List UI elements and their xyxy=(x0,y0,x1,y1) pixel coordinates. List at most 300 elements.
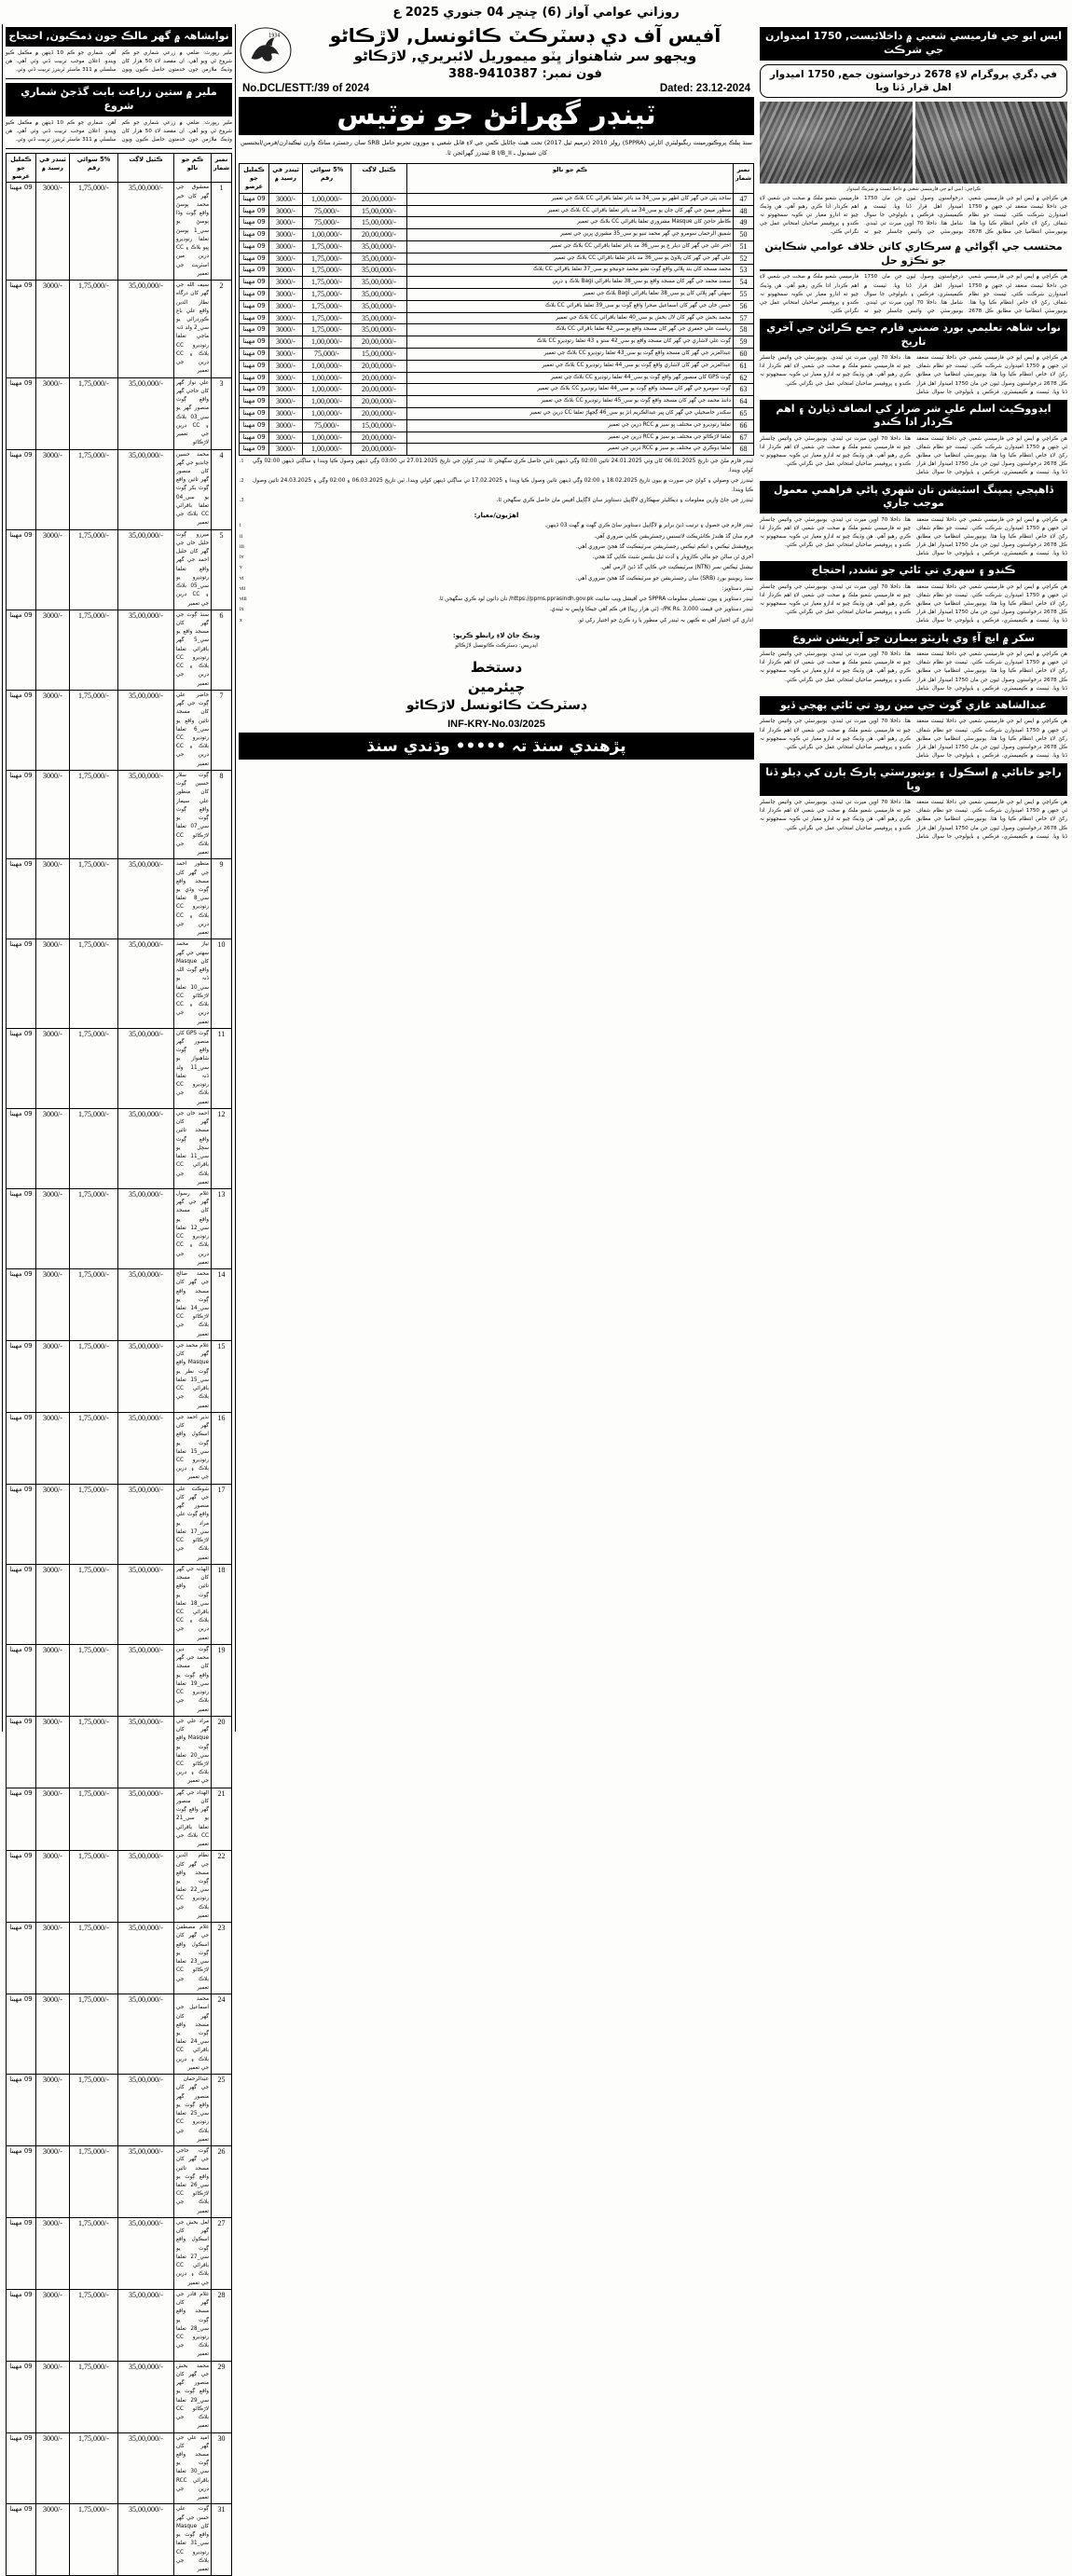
cell-cost: 20,00,000/- xyxy=(351,408,407,420)
term-line xyxy=(240,554,753,563)
right-news-column xyxy=(2,24,235,2573)
left-news-body-3: هن ڪراچي ۾ ايس ايو جي فارميسي شعبي جي داخلا ٽيسٽ منعقد ٿي جنهن ۾ 1750 اميدوارن شرڪت ڪئي. ٽيسٽ جو نظام شفاف رکڻ لاءِ خاص انتظام ڪيا ويا هئا. يونيورسٽي انتظاميا جي مطابق ڪل 2678 درخواستون وصول ٿيون جن مان 1750 اميدوار اهل قرار ڏنا ويا. ٽيسٽ ۾ ڪيميسٽري، فزڪس ۽ بايولوجي جا سوال شامل هئا. داخلا 70 اوپن ميرٽ تي ٿيندي. يونيورسٽي جي وائيس چانسلر چيو ته فارميسي شعبو ملڪ ۾ صحت جي شعبي لاءِ اهم ڪردار ادا ڪري رهيو آهي. هن وڌيڪ چيو ته ادارو معيار تي ڪوبہ سمجهوتو نہ ڪندو ۽ پروفيسر صاحبان امتحاني عمل جي نگراني ڪئي. xyxy=(760,355,1067,395)
left-headline-2: محتسب جي اڳواڻي ۾ سرڪاري کاتن خلاف عوامي شڪايتن جو تڪڙو حل xyxy=(760,240,1067,272)
table-row xyxy=(7,1716,232,1788)
cell-sr: 12 xyxy=(212,1108,232,1188)
term-line xyxy=(240,596,753,605)
cell-duration: 09 مهينا xyxy=(7,690,36,770)
cell-sr: 14 xyxy=(212,1269,232,1341)
council-name: ڊسٽرڪٽ ڪائونسل لاڙڪاڻو xyxy=(405,698,587,714)
cell-earnest: 1,75,000/- xyxy=(303,265,351,277)
cell-earnest: 1,00,000/- xyxy=(303,372,351,384)
table-row xyxy=(7,1340,232,1412)
cell-sr: 66 xyxy=(734,419,754,432)
cell-fee: 3000/- xyxy=(36,183,70,281)
cell-sr: 48 xyxy=(734,205,754,217)
cell-cost: 20,00,000/- xyxy=(351,444,407,456)
term-line xyxy=(240,497,753,506)
cell-cost: 20,00,000/- xyxy=(351,336,407,349)
cell-cost: 35,00,000/- xyxy=(118,1340,174,1412)
table-row xyxy=(7,1028,232,1108)
cell-cost: 35,00,000/- xyxy=(118,1484,174,1564)
cell-sr: 68 xyxy=(734,444,754,456)
term-text: پروفيشنل ٽيڪس ۽ انڪم ٽيڪس رجسٽريشن سرٽيفڪيٽ گڏ هجڻ ضروري آهي. xyxy=(575,543,753,550)
cell-duration: 09 مهينا xyxy=(7,2504,36,2576)
cell-sr: 59 xyxy=(734,336,754,349)
cell-duration: 09 مهينا xyxy=(7,377,36,449)
left-news-body-9: هن ڪراچي ۾ ايس ايو جي فارميسي شعبي جي داخلا ٽيسٽ منعقد ٿي جنهن ۾ 1750 اميدوارن شرڪت ڪئي. ٽيسٽ جو نظام شفاف رکڻ لاءِ خاص انتظام ڪيا ويا هئا. يونيورسٽي انتظاميا جي مطابق ڪل 2678 درخواستون وصول ٿيون جن مان 1750 اميدوار اهل قرار ڏنا ويا. ٽيسٽ ۾ ڪيميسٽري، فزڪس ۽ بايولوجي جا سوال شامل هئا. داخلا 70 اوپن ميرٽ تي ٿيندي. يونيورسٽي جي وائيس چانسلر چيو ته فارميسي شعبو ملڪ ۾ صحت جي شعبي لاءِ اهم ڪردار ادا ڪري رهيو آهي. هن وڌيڪ چيو ته ادارو معيار تي ڪوبہ سمجهوتو نہ ڪندو ۽ پروفيسر صاحبان امتحاني عمل جي نگراني ڪئي. xyxy=(760,800,1067,840)
cell-sr: 4 xyxy=(212,449,232,529)
cell-sr: 23 xyxy=(212,1923,232,1994)
table-row xyxy=(7,2361,232,2432)
cell-work: محمد اسماعيل جي گهر کان مسجد واقع ڳوٺ يو سي_24 تعلقا باقراڻي CC بلاڪ ۽ ڊرين جي تعمير xyxy=(174,1994,212,2075)
cell-sr: 54 xyxy=(734,277,754,289)
phone-label: فون نمبر: xyxy=(542,66,602,81)
table-row xyxy=(240,349,754,361)
cell-sr: 7 xyxy=(212,690,232,770)
cell-work: حسن خان جي گهر کان اسماعيل صحرا واقع ڳوٺ يو سي_39 تعلقا باقراڻي CC بلاڪ xyxy=(407,300,734,312)
cell-duration: 09 مهينا xyxy=(7,2289,36,2361)
term-text: نيشنل ٽيڪس نمبر (NTN) سرٽيفڪيٽ جي ڪاپي گڏ ڏيڻ لازمي آهي. xyxy=(600,565,753,571)
left-news-body-1: هن ڪراچي ۾ ايس ايو جي فارميسي شعبي جي داخلا ٽيسٽ منعقد ٿي جنهن ۾ 1750 اميدوارن شرڪت ڪئي. ٽيسٽ جو نظام شفاف رکڻ لاءِ خاص انتظام ڪيا ويا هئا. يونيورسٽي انتظاميا جي مطابق ڪل 2678 درخواستون وصول ٿيون جن مان 1750 اميدوار اهل قرار ڏنا ويا. ٽيسٽ ۾ ڪيميسٽري، فزڪس ۽ بايولوجي جا سوال شامل هئا. داخلا 70 اوپن ميرٽ تي ٿيندي. يونيورسٽي جي وائيس چانسلر چيو ته فارميسي شعبو ملڪ ۾ صحت جي شعبي لاءِ اهم ڪردار ادا ڪري رهيو آهي. هن وڌيڪ چيو ته ادارو معيار تي ڪوبہ سمجهوتو نہ ڪندو ۽ پروفيسر صاحبان امتحاني عمل جي نگراني ڪئي. xyxy=(760,195,1067,235)
cell-fee: 3000/- xyxy=(36,2504,70,2576)
table-row xyxy=(7,1644,232,1716)
cell-fee: 3000/- xyxy=(36,610,70,690)
term-number: 1. xyxy=(240,459,244,465)
term-number: x xyxy=(240,617,242,623)
cell-work: محمد حسين چانڊيو جي گهر کان منصور گهر تائين واقع ڳوٺ بکر ڳوٺ يو سي_04 تعلقا باقراڻي CC بلاڪ جي تعمير xyxy=(174,449,212,529)
phone-number: 9410387-388 xyxy=(448,66,538,81)
cell-cost: 35,00,000/- xyxy=(118,1716,174,1788)
cell-sr: 63 xyxy=(734,384,754,396)
cell-sr: 22 xyxy=(212,1851,232,1923)
cell-earnest: 75,000/- xyxy=(303,217,351,229)
contact-address: ايڊريس: ڊسٽرڪٽ ڪائونسل لاڙڪاڻو xyxy=(455,642,538,649)
tender-intro-text: سنڌ پبلڪ پروڪيورمينٽ ريگيوليٽري اٿارٽي (SPPRA) رولز 2010 (ترميم ٿيل 2017) تحت هيٺ ڄاڻايل ڪمن جي لاءِ قابل شعبي ۽ موزون تجربو حامل SRB سان رجسٽرڊ ساڪ وارن ٺيڪيدارن/فرمن/ايجنسين کان شيڊيول ـ B I/B_II ٽينڊرز گهرائجن ٿا. xyxy=(241,139,753,158)
cell-earnest: 75,000/- xyxy=(303,349,351,361)
term-number: ix xyxy=(240,607,244,613)
cell-earnest: 1,75,000/- xyxy=(70,1028,118,1108)
left-headline-1: ايس ايو جي فارميسي شعبي ۾ داخلائيست, 1750 اميدوارن جي شرڪت xyxy=(760,27,1067,61)
cell-duration: 09 مهينا xyxy=(7,1412,36,1484)
cell-earnest: 1,75,000/- xyxy=(70,2504,118,2576)
cell-sr: 64 xyxy=(734,396,754,408)
left-headline-8: عبدالشاهد غازي گوٺ جي مين روڊ تي ٿائي پهچي ڏيو xyxy=(760,696,1067,716)
term-number: i xyxy=(240,523,241,529)
cell-duration: 09 مهينا xyxy=(240,360,269,372)
cell-fee: 3000/- xyxy=(269,384,303,396)
table-row xyxy=(240,277,754,289)
masthead: روزاني عوامي آواز (6) ڇنڇر 04 جنوري 2025 ع xyxy=(392,5,680,20)
cell-work: سکندر خاصخيلي جي گهر کان ڀير عبدالڪريم انڙ يو سي_46 ڳجهاڙ تعلقا CC ڊرين جي تعمير xyxy=(407,408,734,420)
cell-earnest: 1,00,000/- xyxy=(303,360,351,372)
table-row xyxy=(7,2289,232,2361)
cell-work: نظام الدين جي گهر کان مسجد واقع ڳوٺ يو سي_22 تعلقا رتوڊيرو CC بلاڪ جي تعمير xyxy=(174,1851,212,1923)
cell-sr: 27 xyxy=(212,2217,232,2289)
cell-fee: 3000/- xyxy=(269,396,303,408)
cell-work: ڳوٺ علي لاشاري جي گهر کان مسجد واقع يو سي_42 ستو ۽ 43 تعلقا رتوڊيرو CC بلاڪ xyxy=(407,336,734,349)
cell-sr: 15 xyxy=(212,1340,232,1412)
cell-earnest: 1,75,000/- xyxy=(303,277,351,289)
cell-work: ڳوٺ دين محمد جي گهر کان مسجد واقع ڳوٺ يو سي_19 تعلقا رتوڊيرو CC بلاڪ جي تعمير xyxy=(174,1644,212,1716)
th-fee: ٽينڊر في رسيد ۾ xyxy=(36,153,70,183)
th-earnest: 5% سوائي رقم xyxy=(70,153,118,183)
term-text: آخري ٽن سالن جو مالي ڪاروبار ۽ آڊٽ ٿيل بيلنس شيٽ ڪاپي گڏ هجي. xyxy=(592,555,753,561)
news-photo-2 xyxy=(915,102,1068,184)
cell-duration: 09 مهينا xyxy=(7,1484,36,1564)
cell-duration: 09 مهينا xyxy=(240,265,269,277)
cell-fee: 3000/- xyxy=(36,770,70,858)
cell-cost: 35,00,000/- xyxy=(118,449,174,529)
tender-terms-list xyxy=(239,520,754,628)
cell-work: لعل بخش جي گهر کان اسڪول واقع ڳوٺ يو سي_27 تعلقا باقراڻي CC بلاڪ ۽ ڊرين جي تعمير xyxy=(174,2217,212,2289)
cell-work: غلام قادر جي گهر کان مسجد واقع ڳوٺ يو سي_28 تعلقا رتوڊيرو CC بلاڪ جي تعمير xyxy=(174,2289,212,2361)
cell-fee: 3000/- xyxy=(36,1994,70,2075)
cell-sr: 56 xyxy=(734,300,754,312)
table-row xyxy=(7,2075,232,2146)
cell-cost: 35,00,000/- xyxy=(118,1644,174,1716)
tender-terms-dates xyxy=(239,456,754,509)
cell-work: محمد بخش جي گهر کان لال بخش يو سي_40 تعلقا باقراڻي CC بلاڪ جي تعمير xyxy=(407,312,734,324)
left-news-body-2: هن ڪراچي ۾ ايس ايو جي فارميسي شعبي جي داخلا ٽيسٽ منعقد ٿي جنهن ۾ 1750 اميدوارن شرڪت ڪئي. ٽيسٽ جو نظام شفاف رکڻ لاءِ خاص انتظام ڪيا ويا هئا. يونيورسٽي انتظاميا جي مطابق ڪل 2678 درخواستون وصول ٿيون جن مان 1750 اميدوار اهل قرار ڏنا ويا. ٽيسٽ ۾ ڪيميسٽري، فزڪس ۽ بايولوجي جا سوال شامل هئا. داخلا 70 اوپن ميرٽ تي ٿيندي. يونيورسٽي جي وائيس چانسلر چيو ته فارميسي شعبو ملڪ ۾ صحت جي شعبي لاءِ اهم ڪردار ادا ڪري رهيو آهي. هن وڌيڪ چيو ته ادارو معيار تي ڪوبہ سمجهوتو نہ ڪندو ۽ پروفيسر صاحبان امتحاني عمل جي نگراني ڪئي. xyxy=(760,274,1067,314)
cell-fee: 3000/- xyxy=(36,529,70,610)
tender-ref-no: No.DCL/ESTT:/39 of 2024 xyxy=(242,82,370,94)
table-row xyxy=(7,1269,232,1341)
cell-duration: 09 مهينا xyxy=(240,432,269,444)
cell-earnest: 1,75,000/- xyxy=(70,1188,118,1268)
cell-sr: 60 xyxy=(734,349,754,361)
cell-fee: 3000/- xyxy=(269,336,303,349)
inf-number: INF-KRY-No.03/2025 xyxy=(447,719,545,731)
cell-duration: 09 مهينا xyxy=(240,300,269,312)
cell-fee: 3000/- xyxy=(269,253,303,265)
cell-duration: 09 مهينا xyxy=(240,253,269,265)
tender-rows-mid xyxy=(240,193,754,456)
left-headline-6: ڪنڊو ۽ سهري تي ٿائي جو تشدد, احتجاج xyxy=(760,561,1067,581)
cell-fee: 3000/- xyxy=(36,1028,70,1108)
cell-earnest: 1,00,000/- xyxy=(303,408,351,420)
cell-cost: 35,00,000/- xyxy=(118,529,174,610)
cell-sr: 5 xyxy=(212,529,232,610)
left-news-body-7: هن ڪراچي ۾ ايس ايو جي فارميسي شعبي جي داخلا ٽيسٽ منعقد ٿي جنهن ۾ 1750 اميدوارن شرڪت ڪئي. ٽيسٽ جو نظام شفاف رکڻ لاءِ خاص انتظام ڪيا ويا هئا. يونيورسٽي انتظاميا جي مطابق ڪل 2678 درخواستون وصول ٿيون جن مان 1750 اميدوار اهل قرار ڏنا ويا. ٽيسٽ ۾ ڪيميسٽري، فزڪس ۽ بايولوجي جا سوال شامل هئا. داخلا 70 اوپن ميرٽ تي ٿيندي. يونيورسٽي جي وائيس چانسلر چيو ته فارميسي شعبو ملڪ ۾ صحت جي شعبي لاءِ اهم ڪردار ادا ڪري رهيو آهي. هن وڌيڪ چيو ته ادارو معيار تي ڪوبہ سمجهوتو نہ ڪندو ۽ پروفيسر صاحبان امتحاني عمل جي نگراني ڪئي. xyxy=(760,651,1067,692)
cell-earnest: 1,00,000/- xyxy=(303,444,351,456)
cell-fee: 3000/- xyxy=(36,1188,70,1268)
cell-earnest: 75,000/- xyxy=(303,419,351,432)
cell-earnest: 1,75,000/- xyxy=(70,1923,118,1994)
cell-duration: 09 مهينا xyxy=(240,312,269,324)
chairman-label: چيئرمين xyxy=(467,678,526,696)
table-row xyxy=(7,377,232,449)
tender-table-header-row xyxy=(7,153,232,183)
table-row xyxy=(7,770,232,858)
tender-reference-row xyxy=(239,83,754,94)
cell-sr: 28 xyxy=(212,2289,232,2361)
cell-sr: 17 xyxy=(212,1484,232,1564)
cell-fee: 3000/- xyxy=(36,1269,70,1341)
th-cost: ڪٽيل لاڳت xyxy=(118,153,174,183)
term-number: 3. xyxy=(240,498,244,504)
right-news-body-2: ملير رپورٽ: ضلعي ۾ زرعي شماري جو ڪم شروع ٿي ويو آهي. ان مقصد لاءِ 50 هزار کان وڌيڪ ملازمن جون خدمتون حاصل ڪيون ويون آهن. شماري جو ڪم 10 ڏينهن ۾ مڪمل ڪيو ويندو. اعلان موجب تربيت ڏني وئي آهي. هن سلسلي ۾ 311 ماسٽر ٽرينرز تربيت ڏني وئي. xyxy=(6,119,232,143)
newspaper-page xyxy=(0,24,1072,2573)
cell-earnest: 1,75,000/- xyxy=(70,449,118,529)
cell-earnest: 1,75,000/- xyxy=(303,289,351,301)
tender-mid-header-row xyxy=(240,164,754,194)
cell-duration: 09 مهينا xyxy=(240,419,269,432)
cell-duration: 09 مهينا xyxy=(7,2075,36,2146)
tender-signature-block xyxy=(239,658,754,716)
cell-work: ڳوٺ سلار حسين ڳوٺ کان منظور علي سيمار واقع ڳوٺ ڳوٺ يو سي_07 تعلقا لاڙڪاڻو CC بلاڪ جي تعمير xyxy=(174,770,212,858)
table-row xyxy=(7,1923,232,1994)
cell-cost: 35,00,000/- xyxy=(118,2432,174,2504)
cell-sr: 24 xyxy=(212,1994,232,2075)
cell-work: ميرزو ڳوٺ خليل خان جي گهر کان خليل احمد جي گهر واقع تعلقا رتوڊيرو يو سي_05 بلاڪ ۽ CC ڊرين جي تعمير xyxy=(174,529,212,610)
cell-earnest: 1,75,000/- xyxy=(70,1564,118,1644)
cell-duration: 09 مهينا xyxy=(7,1269,36,1341)
cell-work: غلام رسول گهر جي گهر کان مسجد واقع يو سي_12 تعلقا رتوڊيرو CC بلاڪ ۽ CC ڊرين جي تعمير xyxy=(174,1188,212,1268)
cell-work: نياز محمد سهتي جي گهر کان Masque واقع ڳوٺ اللہ ڏنہ يو سي_10 تعلقا لاڙڪاڻو CC بلاڪ ۽ CC ڊرين جي تعمير xyxy=(174,939,212,1028)
cell-cost: 35,00,000/- xyxy=(118,1108,174,1188)
term-number: iv xyxy=(240,555,244,561)
cell-duration: 09 مهينا xyxy=(7,2432,36,2504)
term-line xyxy=(240,477,753,495)
cell-fee: 3000/- xyxy=(269,217,303,229)
term-number: ii xyxy=(240,533,243,540)
left-headline-3: نواب شاهہ تعليمي بورڊ ضمني فارم جمع ڪرائڻ جي آخري تاريخ xyxy=(760,319,1067,352)
left-headline-9: راجو خانائي ۾ اسڪول ۽ يونيورسٽي پارڪ ٻارن کي ڊيلو ڏنا ويا xyxy=(760,763,1067,797)
cell-duration: 09 مهينا xyxy=(7,939,36,1028)
term-text: ٽينڊر فارم جي حصول ۽ ترتيب ڏيڻ برابر ۾ لاڳاپيل دستاويز ساڻ ڪري گهٽ ۾ گهٽ 03 ڏينهن. xyxy=(544,523,753,529)
cell-fee: 3000/- xyxy=(36,1851,70,1923)
term-text: فرم سان گڏ هلندڙ ڪانٽريڪٽ لائسنس رجسٽريشن ڪاپي ضروري آهي. xyxy=(594,533,753,540)
cell-sr: 31 xyxy=(212,2504,232,2576)
cell-fee: 3000/- xyxy=(36,2289,70,2361)
cell-earnest: 1,75,000/- xyxy=(70,690,118,770)
table-row xyxy=(7,1851,232,1923)
cell-earnest: 1,75,000/- xyxy=(70,1108,118,1188)
tender-table-right xyxy=(6,153,232,2576)
table-row xyxy=(7,610,232,690)
news-photo-1 xyxy=(760,102,913,184)
cell-work: تعلقا ڊوڪري جي مختلف يو سيز ۾ RCC ڊرين جي تعمير xyxy=(407,444,734,456)
tender-dated: Dated: 23.12-2024 xyxy=(659,82,750,94)
cell-sr: 29 xyxy=(212,2361,232,2432)
table-row xyxy=(240,360,754,372)
cell-sr: 13 xyxy=(212,1188,232,1268)
table-row xyxy=(7,1412,232,1484)
cell-earnest: 1,75,000/- xyxy=(303,240,351,253)
term-line xyxy=(240,585,753,595)
cell-cost: 15,00,000/- xyxy=(351,205,407,217)
cell-work: الهڏنہ جي گهر کان مسجد تائين واقع ڳوٺ يو سي_18 تعلقا باقراڻي CC بلاڪ ۽ CC ڊرين جي تعمير xyxy=(174,1564,212,1644)
cell-earnest: 1,75,000/- xyxy=(70,1340,118,1412)
right-headline-2: ملير ۾ ستين زراعت بابت گڏجڻ شماري شروع xyxy=(6,83,232,116)
cell-cost: 20,00,000/- xyxy=(351,193,407,205)
cell-cost: 35,00,000/- xyxy=(351,324,407,336)
cell-duration: 09 مهينا xyxy=(240,240,269,253)
cell-fee: 3000/- xyxy=(36,1412,70,1484)
cell-cost: 35,00,000/- xyxy=(118,1564,174,1644)
cell-earnest: 1,75,000/- xyxy=(70,1412,118,1484)
cell-sr: 55 xyxy=(734,289,754,301)
term-number: iii xyxy=(240,543,244,550)
cell-sr: 65 xyxy=(734,408,754,420)
cell-fee: 3000/- xyxy=(36,859,70,939)
cell-sr: 49 xyxy=(734,217,754,229)
cell-duration: 09 مهينا xyxy=(240,289,269,301)
tender-rows-right xyxy=(7,183,232,2576)
table-row xyxy=(7,183,232,281)
cell-duration: 09 مهينا xyxy=(240,408,269,420)
cell-fee: 3000/- xyxy=(36,1788,70,1851)
term-number: viii xyxy=(240,596,247,603)
cell-fee: 3000/- xyxy=(269,372,303,384)
table-row xyxy=(7,1994,232,2075)
cell-work: عبدالرحمان جي گهر کان منصور گهر واقع ڳوٺ يو سي_25 تعلقا رتوڊيرو CC بلاڪ جي تعمير xyxy=(174,2075,212,2146)
term-line xyxy=(240,522,753,531)
table-row xyxy=(7,281,232,378)
cell-cost: 20,00,000/- xyxy=(351,432,407,444)
term-line xyxy=(240,606,753,615)
term-line xyxy=(240,543,753,553)
cell-sr: 61 xyxy=(734,360,754,372)
cell-sr: 26 xyxy=(212,2146,232,2218)
cell-sr: 62 xyxy=(734,372,754,384)
cell-fee: 3000/- xyxy=(269,193,303,205)
table-row xyxy=(7,2146,232,2218)
cell-fee: 3000/- xyxy=(36,2217,70,2289)
cell-earnest: 1,75,000/- xyxy=(70,377,118,449)
cell-cost: 35,00,000/- xyxy=(118,2217,174,2289)
cell-work: ڳوٺ سومرو جي گهر کان مسجد واقع ڳوٺ يو سي_44 تعلقا رتوڊيرو CC بلاڪ جي تعمير xyxy=(407,384,734,396)
cell-earnest: 1,75,000/- xyxy=(70,2075,118,2146)
sindh-slogan: پڙهندي سنڌ تہ ••••• وڌندي سنڌ xyxy=(239,733,754,760)
cell-cost: 35,00,000/- xyxy=(118,610,174,690)
th-duration: ڪمليل جو عرصو xyxy=(7,153,36,183)
cell-sr: 8 xyxy=(212,770,232,858)
cell-earnest: 1,75,000/- xyxy=(70,1644,118,1716)
cell-earnest: 1,00,000/- xyxy=(303,229,351,241)
cell-fee: 3000/- xyxy=(269,419,303,432)
left-news-body-4: هن ڪراچي ۾ ايس ايو جي فارميسي شعبي جي داخلا ٽيسٽ منعقد ٿي جنهن ۾ 1750 اميدوارن شرڪت ڪئي. ٽيسٽ جو نظام شفاف رکڻ لاءِ خاص انتظام ڪيا ويا هئا. يونيورسٽي انتظاميا جي مطابق ڪل 2678 درخواستون وصول ٿيون جن مان 1750 اميدوار اهل قرار ڏنا ويا. ٽيسٽ ۾ ڪيميسٽري، فزڪس ۽ بايولوجي جا سوال شامل هئا. داخلا 70 اوپن ميرٽ تي ٿيندي. يونيورسٽي جي وائيس چانسلر چيو ته فارميسي شعبو ملڪ ۾ صحت جي شعبي لاءِ اهم ڪردار ادا ڪري رهيو آهي. هن وڌيڪ چيو ته ادارو معيار تي ڪوبہ سمجهوتو نہ ڪندو ۽ پروفيسر صاحبان امتحاني عمل جي نگراني ڪئي. xyxy=(760,436,1067,476)
cell-cost: 35,00,000/- xyxy=(351,253,407,265)
cell-sr: 57 xyxy=(734,312,754,324)
cell-cost: 35,00,000/- xyxy=(118,770,174,858)
tender-table-mid xyxy=(239,163,754,456)
cell-cost: 35,00,000/- xyxy=(351,289,407,301)
cell-cost: 35,00,000/- xyxy=(118,2146,174,2218)
table-row xyxy=(7,690,232,770)
th-work: ڪم جو نالو xyxy=(174,153,212,183)
cell-earnest: 1,75,000/- xyxy=(70,2146,118,2218)
tender-banner-title: ٽينڊر گهرائڻ جو نوٽيس xyxy=(239,97,754,136)
cell-work: اختر علي جي گهر کان ديلر ع يو سي_36 مد باغر تعلقا باقراڻي CC بلاڪ جي تعمير xyxy=(407,240,734,253)
cell-cost: 35,00,000/- xyxy=(118,859,174,939)
cell-duration: 09 مهينا xyxy=(7,1108,36,1188)
tender-office-title: آفيس آف دي ڊسٽرڪٽ ڪائونسل, لاڙڪاڻو xyxy=(329,24,722,47)
cell-work: ڪاظر حاجڻ کان Masque مشروري تعلقا باقراڻي CC بلاڪ جي تعمير xyxy=(407,217,734,229)
divider xyxy=(6,148,232,149)
table-row xyxy=(7,1484,232,1564)
cell-earnest: 1,75,000/- xyxy=(303,300,351,312)
cell-sr: 53 xyxy=(734,265,754,277)
cell-duration: 09 مهينا xyxy=(240,336,269,349)
cell-work: معشوق جي گهر کان خير محمد ٻوسڻ واقع ڳوٺ وڏا ٻوسڻ يو سي_1 ٻوسڻ تعلقا رتوڊيرو ڀيو بلاڪ ۽ CC ڊرين مين اسٽريٽ جي تعمير xyxy=(174,183,212,281)
cell-fee: 3000/- xyxy=(36,2075,70,2146)
cell-cost: 15,00,000/- xyxy=(351,217,407,229)
term-text: اداري کي اختيار آهي ته ڪنهن بہ ٽينڊر کي منظور يا رد ڪرڻ جو اختيار رکي ٿو. xyxy=(577,617,753,623)
cell-duration: 09 مهينا xyxy=(240,277,269,289)
cell-cost: 20,00,000/- xyxy=(351,396,407,408)
cell-fee: 3000/- xyxy=(269,300,303,312)
cell-sr: 25 xyxy=(212,2075,232,2146)
contact-title: وڌيڪ ڄاڻ لاءِ رابطو ڪريو: xyxy=(452,631,541,639)
tender-column xyxy=(235,24,757,1732)
table-row xyxy=(240,419,754,432)
cell-fee: 3000/- xyxy=(36,1644,70,1716)
cell-fee: 3000/- xyxy=(269,408,303,420)
cell-earnest: 75,000/- xyxy=(303,205,351,217)
cell-earnest: 1,75,000/- xyxy=(70,610,118,690)
cell-work: رياست علي جعفري جي گهر کان مسجد واقع يو سي_42 تعلقا باقراڻي CC بلاڪ xyxy=(407,324,734,336)
cell-work: محمد صالح جي گهر کان مسجد واقع ڳوٺ يو سي_14 تعلقا لاڙڪاڻو CC بلاڪ جي تعمير xyxy=(174,1269,212,1341)
cell-duration: 09 مهينا xyxy=(7,770,36,858)
table-row xyxy=(240,432,754,444)
cell-cost: 35,00,000/- xyxy=(351,277,407,289)
cell-work: سنڌ ڳوٺ جي گهر کان مسجد واقع يو سي_5 گهر باقراڻي تعلقا رتوڊيرو CC بلاڪ ۽ CC ڊرين جي تعمير xyxy=(174,610,212,690)
cell-earnest: 1,75,000/- xyxy=(303,312,351,324)
cell-duration: 09 مهينا xyxy=(7,1994,36,2075)
cell-cost: 20,00,000/- xyxy=(351,372,407,384)
cell-duration: 09 مهينا xyxy=(7,1028,36,1108)
cell-earnest: 1,75,000/- xyxy=(70,859,118,939)
cell-fee: 3000/- xyxy=(36,2432,70,2504)
district-council-logo xyxy=(239,26,293,75)
cell-cost: 35,00,000/- xyxy=(118,2504,174,2576)
cell-earnest: 1,75,000/- xyxy=(70,939,118,1028)
cell-sr: 9 xyxy=(212,859,232,939)
table-row xyxy=(7,2432,232,2504)
cell-sr: 67 xyxy=(734,432,754,444)
cell-work: ڳوٺ GPS کان منصور گهر واقع ڳوٺ شاهنواز يو سي_11 ولڊ ڏنہ تعلقا رتوڊيرو CC بلاڪ جي تعمير xyxy=(174,1028,212,1108)
cell-sr: 51 xyxy=(734,240,754,253)
cell-duration: 09 مهينا xyxy=(7,1340,36,1412)
cell-duration: 09 مهينا xyxy=(7,281,36,378)
th-fee: ٽينڊر في رسيد ۾ xyxy=(269,164,303,194)
cell-duration: 09 مهينا xyxy=(7,529,36,610)
cell-cost: 35,00,000/- xyxy=(118,1188,174,1268)
cell-work: محمد مسجد کان بند ڀلاڻي واقع ڳوٺ نشو محمد جونيجو يو سي_37 تعلقا باقراڻي CC بلاڪ xyxy=(407,265,734,277)
cell-earnest: 1,75,000/- xyxy=(70,281,118,378)
cell-sr: 30 xyxy=(212,2432,232,2504)
cell-work: حاضر علي ڳوٺ جي گهر کان مسجد تائين واقع يو سي_6 تعلقا رتوڊيرو CC بلاڪ ۽ CC ڊرين جي تعمير xyxy=(174,690,212,770)
cell-work: علي گهر جي گهر کان ڀلاوڻ يو سي_36 مد باغر تعلقا باقراڻي CC بلاڪ جي تعمير xyxy=(407,253,734,265)
cell-work: منظور احمد جي گهر کان مسجد واقع ڳوٺ وڏي يو سي_8 تعلقا رتوڊيرو CC بلاڪ ۽ CC ڊرين جي تعمير xyxy=(174,859,212,939)
cell-work: محمد بخش جي گهر کان منصور گهر واقع ڳوٺ يو سي_29 تعلقا لاڙڪاڻو CC بلاڪ جي تعمير xyxy=(174,2361,212,2432)
left-headline-7: سکر ۾ ايڇ آءِ وي پازيٽو بيمارن جو آپريشن شروع xyxy=(760,629,1067,649)
cell-earnest: 1,75,000/- xyxy=(70,1788,118,1851)
cell-fee: 3000/- xyxy=(269,277,303,289)
cell-cost: 15,00,000/- xyxy=(351,419,407,432)
cell-duration: 09 مهينا xyxy=(7,1716,36,1788)
cell-earnest: 1,75,000/- xyxy=(70,2361,118,2432)
cell-duration: 09 مهينا xyxy=(7,183,36,281)
term-text: ٽينڊر دستاويز ۽ ٻيون تفصيلي معلومات SPPRA جي آفيشل ويب سائيٽ https://ppms.pprasindh.gov.pk/ تان ڊائون لوڊ ڪري سگهجن ٿا. xyxy=(438,596,753,603)
divider xyxy=(6,78,232,79)
cell-cost: 20,00,000/- xyxy=(351,229,407,241)
cell-cost: 35,00,000/- xyxy=(118,1994,174,2075)
cell-work: تعلقا لاڙڪاڻو جي مختلف يو سيز ۾ RCC ڊرين جي تعمير xyxy=(407,432,734,444)
cell-fee: 3000/- xyxy=(36,449,70,529)
